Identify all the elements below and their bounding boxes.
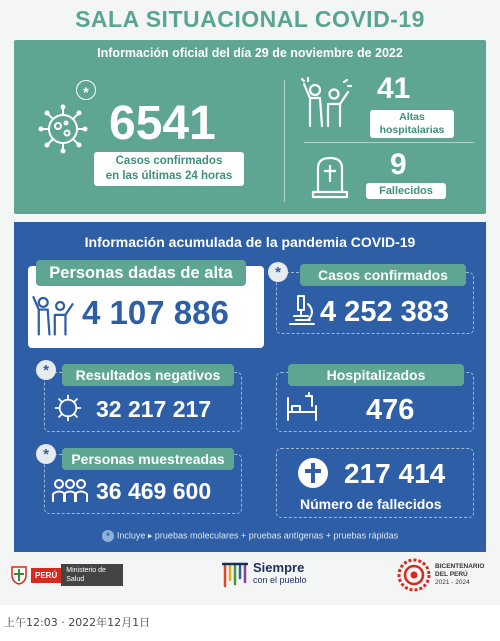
- tombstone-icon: [310, 152, 350, 200]
- deaths-total-label: Número de fallecidos: [300, 496, 442, 512]
- deaths-label: Fallecidos: [366, 183, 446, 199]
- family-icon: [298, 76, 354, 130]
- cases-24h-value: 6541: [109, 97, 216, 150]
- divider: [304, 142, 474, 143]
- virus-icon: [36, 102, 90, 156]
- asterisk-badge: *: [268, 262, 288, 282]
- peru-label: PERÚ: [31, 568, 61, 583]
- asterisk-badge: *: [102, 530, 114, 542]
- discharges-value: 41: [377, 72, 411, 105]
- cases-24h-label: Casos confirmados en las últimas 24 horas: [94, 152, 244, 186]
- divider: [284, 80, 285, 202]
- hospitalized-value: 476: [366, 394, 415, 426]
- bicentenario-emblem-icon: [397, 558, 431, 592]
- deaths-value: 9: [390, 148, 407, 181]
- siempre-logo: [222, 560, 307, 588]
- recovered-label: Personas dadas de alta: [36, 260, 246, 286]
- negative-label: Resultados negativos: [62, 364, 234, 386]
- sampled-value: 36 469 600: [96, 478, 212, 504]
- ministry-label: Ministerio de Salud: [61, 564, 123, 586]
- recovered-value: 4 107 886: [82, 294, 229, 331]
- cumulative-panel: [14, 222, 486, 552]
- bicentenario-logo: [397, 558, 484, 592]
- confirmed-label: Casos confirmados: [300, 264, 466, 286]
- confirmed-value: 4 252 383: [320, 296, 450, 328]
- family-icon: [28, 290, 78, 338]
- people-group-icon: [50, 476, 90, 506]
- discharges-label: Altas hospitalarias: [370, 110, 454, 138]
- microscope-icon: [284, 292, 318, 328]
- cross-icon: [298, 458, 328, 488]
- sampled-label: Personas muestreadas: [62, 448, 234, 470]
- siempre-text: Siempre con el pueblo: [253, 560, 307, 585]
- stripes-icon: [222, 560, 248, 588]
- negative-value: 32 217 217: [96, 396, 212, 422]
- virus-icon: [52, 392, 84, 424]
- asterisk-badge: *: [36, 444, 56, 464]
- page-title: SALA SITUACIONAL COVID-19: [75, 6, 425, 32]
- hospital-bed-icon: [284, 392, 320, 424]
- date-line: Información oficial del día 29 de noviembre de 2022: [97, 46, 403, 60]
- peru-minsa-logo: [10, 564, 123, 586]
- post-timestamp: 上午12:03 · 2022年12月1日: [4, 616, 151, 629]
- bicentenario-text: BICENTENARIO DEL PERÚ 2021 - 2024: [435, 563, 485, 586]
- asterisk-badge: *: [76, 80, 96, 100]
- asterisk-badge: *: [36, 360, 56, 380]
- daily-panel: [14, 40, 486, 214]
- coat-of-arms-icon: [10, 565, 28, 585]
- deaths-total-value: 217 414: [344, 458, 446, 489]
- hospitalized-label: Hospitalizados: [288, 364, 464, 386]
- footnote: * Incluye ▸ pruebas moleculares + pruebas antígenas + pruebas rápidas: [14, 530, 486, 542]
- cumulative-title: Información acumulada de la pandemia COVID-19: [84, 234, 416, 250]
- logo-bar: [0, 552, 500, 602]
